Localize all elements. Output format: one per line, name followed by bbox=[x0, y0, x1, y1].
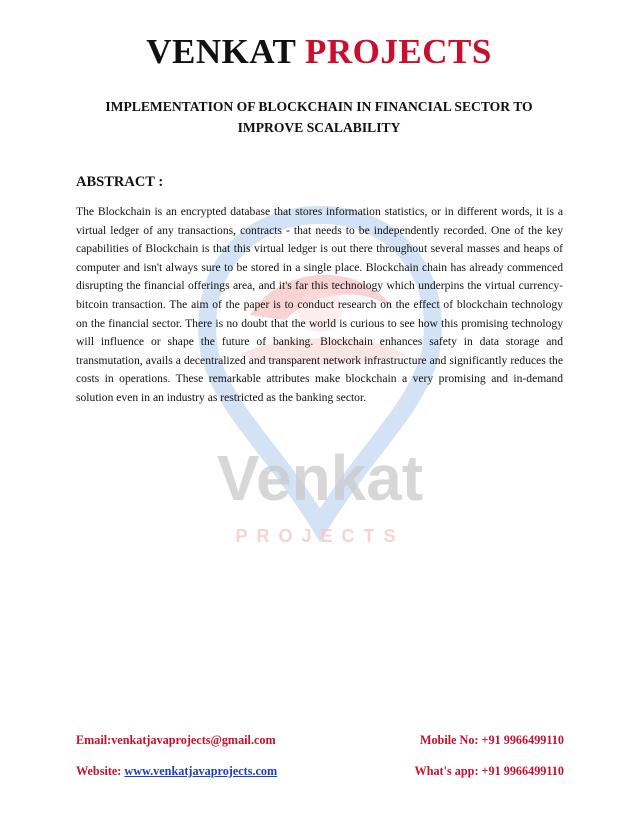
website-link[interactable]: www.venkatjavaprojects.com bbox=[124, 764, 278, 778]
footer-mobile: Mobile No: +91 9966499110 bbox=[419, 733, 564, 747]
brand-secondary: PROJECTS bbox=[304, 32, 492, 71]
document-title: IMPLEMENTATION OF BLOCKCHAIN IN FINANCIAL SECTOR TO IMPROVE SCALABILITY bbox=[105, 99, 533, 135]
abstract-heading: ABSTRACT : bbox=[76, 174, 164, 190]
footer-email: Email:venkatjavaprojects@gmail.com bbox=[76, 733, 276, 747]
abstract-paragraph: The Blockchain is an encrypted database that stores information statistics, or in different words, it is a virtual ledger of any transactions, contracts - that needs to be independently recorded. One of the key capabilities of Blockchain is that this virtual ledger is out there throughout several masses and heaps of computer and isn't always sure to be stored in a single place. Blockchain chain has already commenced disrupting the financial offerings area, and it's far this technology which underpins the virtual currency- bitcoin transaction. The aim of the paper is to conduct research on the effect of blockchain technology on the financial sector. There is no doubt that the world is curious to see how this promising technology will influence or shape the future of banking. Blockchain enhances safety in data storage and transmutation, avails a decentralized and transparent network infrastructure and significantly reduces the costs in operations. These remarkable attributes make blockchain a very promising and in-demand solution even in an industry as restricted as the banking sector. bbox=[76, 205, 563, 404]
brand-header bbox=[0, 34, 638, 69]
watermark-wordmark: Venkat bbox=[216, 442, 424, 514]
footer-whatsapp: What's app: +91 9966499110 bbox=[414, 764, 564, 778]
footer-website-label: Website: bbox=[76, 764, 125, 778]
brand-primary: VENKAT bbox=[146, 32, 296, 71]
footer-website bbox=[76, 764, 277, 779]
watermark-subtext: PROJECTS bbox=[235, 526, 405, 546]
